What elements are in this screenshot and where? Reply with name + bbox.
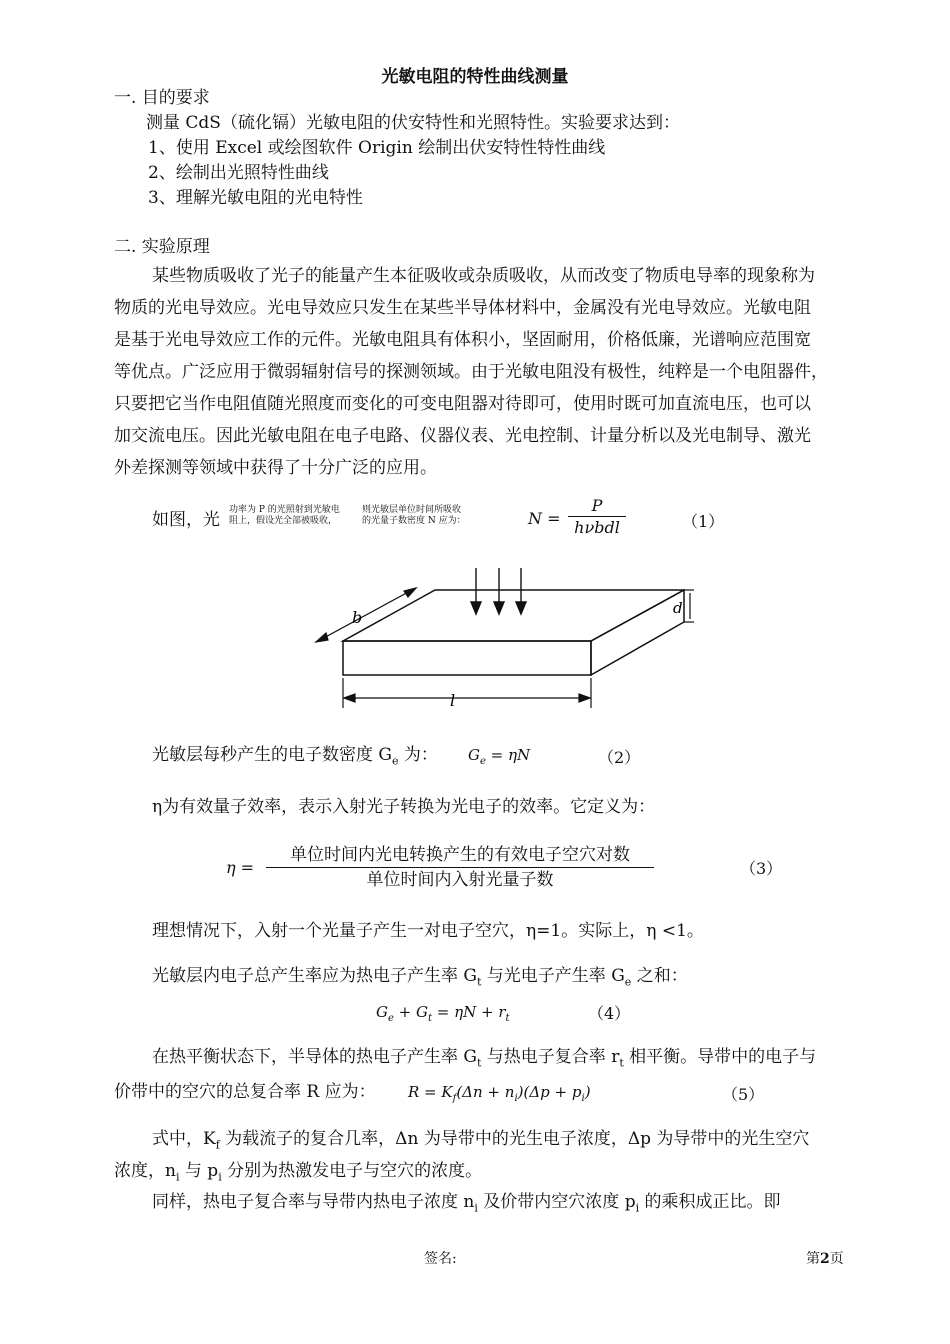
figure-intro: 如图，光 [152,510,220,530]
total-generation-text: 光敏层内电子总产生率应为热电子产生率 $G_t$ 与光电子产生率 $G_e$ 之和： [152,966,688,989]
eq4-number: （4） [588,1004,631,1023]
eq3-denominator: 单位时间内入射光量子数 [366,870,554,890]
ge-definition: 光敏层每秒产生的电子数密度 $G_e$ 为： [152,745,438,768]
paragraph-line: 是基于光电导效应工作的元件。光敏电阻具有体积小，坚固耐用，价格低廉，光谱响应范围宽 [114,330,811,350]
paragraph-line: 某些物质吸收了光子的能量产生本征吸收或杂质吸收，从而改变了物质电导率的现象称为 [152,266,815,286]
where-text-line2: 浓度，$n_i$ 与 $p_i$ 分别为热激发电子与空穴的浓度。 [114,1161,483,1184]
list-item: 3、理解光敏电阻的光电特性 [148,188,363,208]
dimension-l [343,678,591,708]
list-item: 2、绘制出光照特性曲线 [148,163,329,183]
eq3-lhs: η = [226,858,255,877]
incident-light-arrows [471,568,526,614]
dimension-b [316,588,416,642]
label-b: b [352,608,363,627]
eq2-number: （2） [598,748,641,767]
eq1-number: （1） [682,512,725,531]
label-l: l [450,691,456,710]
paragraph-line: 外差探测等领域中获得了十分广泛的应用。 [114,458,437,478]
slab-front-face [343,641,591,675]
list-item: 1、使用 Excel 或绘图软件 Origin 绘制出伏安特性特性曲线 [148,138,606,158]
section-1-intro: 测量 CdS（硫化镉）光敏电阻的伏安特性和光照特性。实验要求达到： [146,113,680,133]
figure-small-text: 则光敏层单位时间所吸收 的光量子数密度 N 应为： [362,505,466,526]
eq2: $G_e = \eta N$ [468,746,531,767]
page-title: 光敏电阻的特性曲线测量 [381,67,569,87]
section-2-heading: 二. 实验原理 [114,237,210,257]
eq3-fraction [266,843,654,892]
slab-top-face [343,590,684,641]
section-1-heading: 一. 目的要求 [114,88,210,108]
paragraph-line: 只要把它当作电阻值随光照度而变化的可变电阻器对待即可，使用时既可加直流电压，也可以 [114,394,811,414]
page-number: 第2页 [806,1251,844,1267]
recombination-text: 价带中的空穴的总复合率 R 应为： [114,1082,376,1102]
signature-label: 签名: [424,1251,457,1267]
figure-small-text: 功率为 P 的光照射到光敏电 阻上，假设光全部被吸收， [229,505,340,526]
eq1-fraction [568,496,626,539]
paragraph-line: 物质的光电导效应。光电导效应只发生在某些半导体材料中，金属没有光电导效应。光敏电阻 [114,298,811,318]
eq3-number: （3） [740,859,783,878]
eq4: $G_e + G_t = \eta N + r_t$ [376,1003,510,1024]
eta-definition: η为有效量子效率，表示入射光子转换为光电子的效率。它定义为： [152,797,656,817]
eq5-number: （5） [722,1085,765,1104]
eq5: $R = K_f(\Delta n + n_i)(\Delta p + p_i)$ [408,1083,591,1104]
dimension-d [684,590,694,622]
label-d: d [673,599,683,617]
paragraph-line: 加交流电压。因此光敏电阻在电子电路、仪器仪表、光电控制、计量分析以及光电制导、激光 [114,426,811,446]
paragraph-line: 等优点。广泛应用于微弱辐射信号的探测领域。由于光敏电阻没有极性，纯粹是一个电阻器件， [114,362,828,382]
eq3-numerator: 单位时间内光电转换产生的有效电子空穴对数 [290,845,630,865]
ideal-case-text: 理想情况下，入射一个光量子产生一对电子空穴，η=1。实际上，η <1。 [152,921,704,941]
eq1-lhs: N = [528,509,561,528]
slab-side-face [591,590,684,675]
where-text-line1: 式中，$K_f$ 为载流子的复合几率，Δn 为导带中的光生电子浓度，Δp 为导带中的光生空穴 [152,1129,810,1152]
thermal-equilibrium-text: 在热平衡状态下，半导体的热电子产生率 $G_t$ 与热电子复合率 $r_t$ 相平衡。导带中的电子与 [152,1047,817,1070]
photoresistor-slab-diagram [300,560,700,720]
same-text: 同样，热电子复合率与导带内热电子浓度 $n_i$ 及价带内空穴浓度 $p_i$ 的乘积成正比。即 [152,1192,781,1215]
eq1-numerator: P [591,496,603,515]
eq1-denominator: hνbdl [574,518,620,537]
